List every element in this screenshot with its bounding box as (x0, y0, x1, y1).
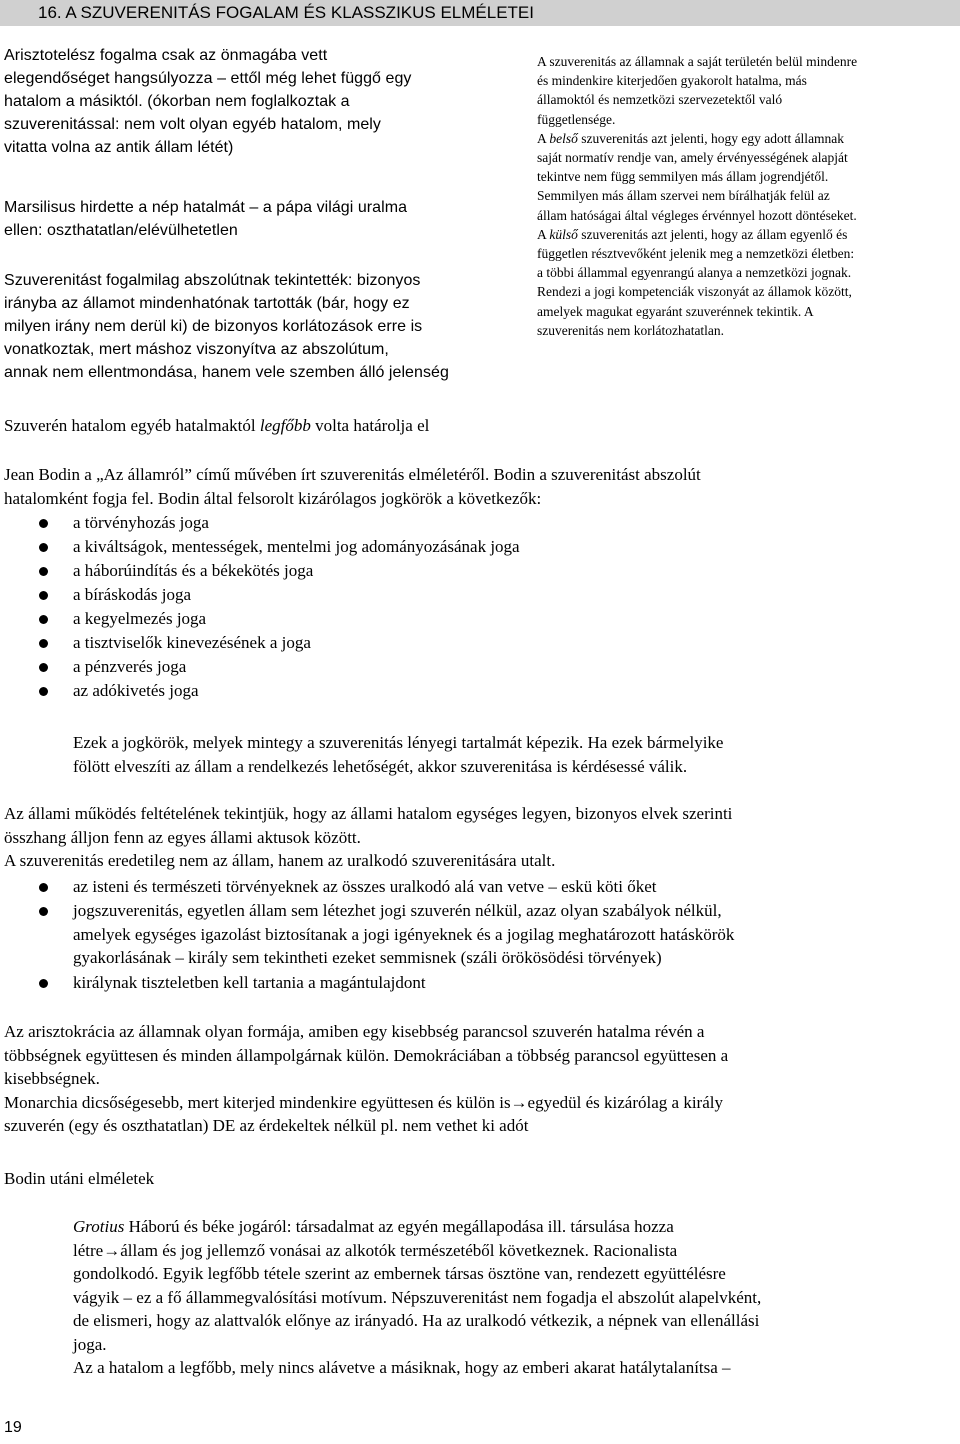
text-line: de elismeri, hogy az alattvalók előnye az irányadó. Ha az uralkodó vétkezik, a népnek van ellenállási (73, 1311, 760, 1330)
text-line: Monarchia dicsőségesebb, mert kiterjed mindenkire együttesen és külön is→egyedül és kizárólag a király (4, 1092, 723, 1112)
grotius-paragraph (73, 1215, 761, 1380)
text-line: Az arisztokrácia az államnak olyan formája, amiben egy kisebbség parancsol szuverén hatalma révén a (4, 1022, 705, 1041)
list-item: királynak tiszteletben kell tartania a magántulajdont (73, 973, 426, 992)
emphasis-belso: belső (549, 130, 578, 146)
sidebar-line-internal: A belső szuverenitás azt jelenti, hogy egy adott államnak (537, 130, 845, 146)
sidebar-line: a többi állammal egyenrangú alanya a nemzetközi jognak. (537, 265, 852, 281)
text-line: Arisztotelész fogalma csak az önmagába vett (4, 47, 328, 64)
text-line: gondolkodó. Egyik legfőbb tétele szerint az embernek társas ösztöne van, rendezett együttélésre (73, 1264, 726, 1283)
list-item: a pénzverés joga (73, 657, 187, 676)
list-item (73, 899, 734, 970)
text-line: Jean Bodin a „Az államról” című művében írt szuverenitás elméletéről. Bodin a szuverenitást abszolút (4, 465, 701, 484)
bullet-icon (39, 591, 48, 600)
sidebar-line: államoktól és nemzetközi szervezetektől való (537, 92, 783, 108)
bodin-intro (4, 463, 701, 510)
supreme-power-line (4, 414, 429, 438)
text-line: amelyek egységes igazolást biztosítanak a jogi igényeknek és a jogilag meghatározott hatáskörök (73, 924, 735, 944)
state-operation-paragraph (4, 802, 732, 873)
text-line: joga. (73, 1334, 107, 1354)
text-line: vonatkoztak, mert máshoz viszonyítva az abszolútum, (4, 341, 389, 358)
text-line: elegendőséget hangsúlyozza – ettől még lehet függő egy (4, 70, 412, 87)
bullet-icon (39, 567, 48, 576)
sidebar-line: A szuverenitás az államnak a saját területén belül mindenre (537, 54, 858, 69)
page-title: 16. A SZUVERENITÁS FOGALAM ÉS KLASSZIKUS ELMÉLETEI (38, 3, 534, 22)
list-item: az adókivetés joga (73, 681, 199, 700)
text-line: Az a hatalom a legfőbb, mely nincs alávetve a másiknak, hogy az emberi akarat hatálytalanítsa – (73, 1358, 731, 1377)
text-line: Szuverenitást fogalmilag abszolútnak tekintették: bizonyos (4, 272, 421, 289)
text-line: kisebbségnek. (4, 1069, 100, 1088)
sidebar-line: függetlensége. (537, 111, 616, 127)
sidebar-line: tekintve nem függ semmilyen más állam jogrendjétől. (537, 169, 829, 185)
text-line: létre→állam és jog jellemző vonásai az alkotók természetéből következnek. Racionalista (73, 1240, 678, 1260)
bullet-icon (39, 907, 48, 916)
text-line: vágyik – ez a fő állammegvalósítási motívum. Népszuverenitást nem fogadja el abszolút alapelvként, (73, 1287, 762, 1307)
text-line: irányba az államot mindenhatónak tartották (bár, hogy ez (4, 295, 410, 312)
text-line: A szuverenitás eredetileg nem az állam, hanem az uralkodó szuverenitására utalt. (4, 851, 556, 870)
sidebar-line: Rendezi a jogi kompetenciák viszonyát az államok között, (537, 284, 852, 300)
sidebar-line: állam hatóságai által végleges érvénnyel hozott döntéseket. (537, 207, 857, 223)
bullet-icon (39, 883, 48, 892)
bullet-icon (39, 519, 48, 528)
text-line: Ezek a jogkörök, melyek mintegy a szuverenitás lényegi tartalmát képezik. Ha ezek bármelyike (73, 733, 724, 752)
bullet-icon (39, 639, 48, 648)
sidebar-line: saját normatív rendje van, amely érvényességének alapját (537, 150, 848, 166)
emphasis-legfobb: legfőbb (259, 416, 311, 435)
text-line: szuverén (egy és oszthatatlan) DE az érdekeltek nélkül pl. nem vethet ki adót (4, 1116, 529, 1135)
list-item: a bíráskodás joga (73, 585, 192, 604)
list-item: a törvényhozás joga (73, 513, 209, 532)
text-line: annak nem ellentmondása, hanem vele szemben álló jelenség (4, 364, 449, 381)
text-line: Az állami működés feltételének tekintjük, hogy az állami hatalom egységes legyen, bizonyos elvek szerinti (4, 804, 733, 823)
aristocracy-paragraph (4, 1020, 728, 1138)
text-line: fölött elveszíti az állam a rendelkezés lehetőségét, akkor szuverenitása is kérdésessé válik. (73, 756, 688, 776)
list-item: a háborúindítás és a békekötés joga (73, 561, 314, 580)
definition-sidebar (537, 52, 857, 340)
marsilius-paragraph (4, 196, 407, 242)
grotius-name: Grotius (73, 1217, 125, 1236)
text-line: jogszuverenitás, egyetlen állam sem létezhet jogi szuverén nélkül, azaz olyan szabályok nélkül, (73, 901, 722, 920)
text-line: gyakorlásának – király sem tekintheti ezeket semmisnek (száli örökösödési törvények) (73, 948, 662, 967)
text-segment: Szuverén hatalom egyéb hatalmaktól (4, 416, 260, 435)
sidebar-line: amelyek magukat egyaránt szuverénnek tekintik. A (537, 303, 814, 319)
sidebar-line: és mindenkire kiterjedően gyakorolt hatalma, más (537, 73, 807, 89)
list-item: a kiváltságok, mentességek, mentelmi jog adományozásának joga (73, 537, 520, 556)
aristotle-paragraph (4, 44, 411, 159)
absolutism-paragraph (4, 269, 449, 384)
text-line: hatalomként fogja fel. Bodin által felsorolt kizárólagos jogkörök a következők: (4, 488, 542, 508)
sidebar-line: Semmilyen más állam szervei nem bírálhatják felül az (537, 188, 830, 204)
page-header (0, 0, 960, 26)
text-segment: Háború és béke jogáról: társadalmat az egyén megállapodása ill. társulása hozza (124, 1217, 674, 1236)
text-line: összhang álljon fenn az egyes állami aktusok között. (4, 827, 361, 847)
text-line: milyen irány nem derül ki) de bizonyos korlátozások erre is (4, 318, 423, 335)
text-line (73, 1215, 761, 1239)
bodin-summary (73, 731, 723, 778)
list-item: az isteni és természeti törvényeknek az összes uralkodó alá van vetve – eskü köti őket (73, 877, 657, 896)
sidebar-line: szuverenitás nem korlátozhatatlan. (537, 322, 725, 338)
page-number: 19 (4, 1419, 22, 1436)
bullet-icon (39, 543, 48, 552)
sidebar-line: független résztvevőként jelenik meg a nemzetközi életben: (537, 246, 855, 262)
bullet-icon (39, 663, 48, 672)
list-item: a tisztviselők kinevezésének a joga (73, 633, 311, 652)
bullet-icon (39, 615, 48, 624)
text-line: vitatta volna az antik állam létét) (4, 139, 234, 156)
emphasis-kulso: külső (549, 226, 578, 242)
text-segment: volta határolja el (310, 416, 430, 435)
bullet-icon (39, 687, 48, 696)
text-line: többségnek együttesen és minden állampolgárnak külön. Demokráciában a többség parancsol együttesen a (4, 1045, 729, 1065)
text-line: hatalom a másiktól. (ókorban nem foglalkoztak a (4, 93, 350, 110)
text-line: Marsilisus hirdette a nép hatalmát – a pápa világi uralma (4, 199, 408, 216)
list-item: a kegyelmezés joga (73, 609, 207, 628)
section-heading: Bodin utáni elméletek (4, 1169, 155, 1188)
text-line: ellen: oszthatatlan/elévülhetetlen (4, 222, 238, 239)
bullet-icon (39, 979, 48, 988)
sidebar-line-external: A külső szuverenitás azt jelenti, hogy az állam egyenlő és (537, 226, 848, 242)
text-line: szuverenitással: nem volt olyan egyéb hatalom, mely (4, 116, 381, 133)
